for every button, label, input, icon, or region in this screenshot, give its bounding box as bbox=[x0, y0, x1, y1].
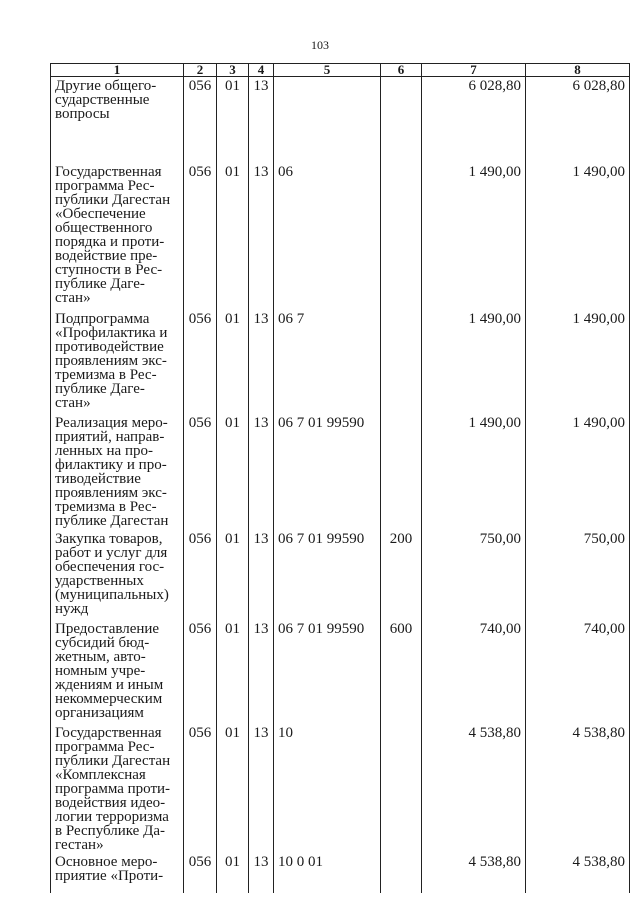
name-line: тремизма в Рес- bbox=[55, 366, 157, 383]
row-name bbox=[51, 310, 184, 414]
name-line: субсидий бюд- bbox=[55, 634, 150, 651]
cell-ministry: 056 bbox=[184, 724, 217, 853]
table-row bbox=[51, 620, 630, 724]
name-line: (муниципальных) bbox=[55, 586, 169, 603]
name-line: некоммерческим bbox=[55, 690, 163, 707]
cell-amount-8: 1 490,00 bbox=[526, 163, 630, 310]
name-line: Государственная bbox=[55, 163, 162, 180]
cell-target-article: 06 7 01 99590 bbox=[274, 530, 381, 620]
name-line: Основное меро- bbox=[55, 853, 158, 870]
header-col-2: 2 bbox=[184, 64, 217, 77]
row-name bbox=[51, 414, 184, 530]
cell-expense-type bbox=[381, 853, 422, 893]
name-line: организациям bbox=[55, 704, 144, 721]
name-line: Реализация меро- bbox=[55, 414, 168, 431]
name-line: программа Рес- bbox=[55, 738, 155, 755]
cell-amount-8: 740,00 bbox=[526, 620, 630, 724]
name-line: публики Дагестан bbox=[55, 191, 171, 208]
name-line: стан» bbox=[55, 289, 91, 306]
row-name bbox=[51, 620, 184, 724]
cell-ministry: 056 bbox=[184, 620, 217, 724]
cell-subsection: 13 bbox=[249, 414, 274, 530]
name-line: публике Даге- bbox=[55, 380, 145, 397]
page-number: 103 bbox=[311, 38, 329, 52]
cell-subsection: 13 bbox=[249, 853, 274, 893]
name-line: «Обеспечение bbox=[55, 205, 146, 222]
cell-amount-8: 4 538,80 bbox=[526, 724, 630, 853]
name-line: гестан» bbox=[55, 836, 104, 853]
budget-table bbox=[50, 63, 630, 893]
cell-subsection: 13 bbox=[249, 77, 274, 163]
row-name bbox=[51, 853, 184, 893]
cell-target-article: 06 7 01 99590 bbox=[274, 620, 381, 724]
cell-subsection: 13 bbox=[249, 310, 274, 414]
name-line: обеспечения гос- bbox=[55, 558, 165, 575]
cell-section: 01 bbox=[217, 853, 249, 893]
cell-amount-7: 1 490,00 bbox=[422, 310, 526, 414]
table-row bbox=[51, 414, 630, 530]
cell-section: 01 bbox=[217, 724, 249, 853]
name-line: ждениям и иным bbox=[55, 676, 164, 693]
name-line: нужд bbox=[55, 600, 89, 617]
cell-amount-7: 6 028,80 bbox=[422, 77, 526, 163]
name-line: стан» bbox=[55, 394, 91, 411]
name-line: программа Рес- bbox=[55, 177, 155, 194]
name-line: тиводействие bbox=[55, 470, 141, 487]
name-line: Другие общего- bbox=[55, 78, 157, 94]
name-line: противодействие bbox=[55, 338, 164, 355]
row-name bbox=[51, 163, 184, 310]
name-line: Государственная bbox=[55, 724, 162, 741]
name-line: «Профилактика и bbox=[55, 324, 168, 341]
cell-expense-type bbox=[381, 77, 422, 163]
cell-target-article: 10 0 01 bbox=[274, 853, 381, 893]
cell-amount-8: 6 028,80 bbox=[526, 77, 630, 163]
cell-target-article: 06 bbox=[274, 163, 381, 310]
name-line: приятие «Проти- bbox=[55, 867, 164, 884]
name-line: порядка и проти- bbox=[55, 233, 165, 250]
cell-target-article: 10 bbox=[274, 724, 381, 853]
cell-ministry: 056 bbox=[184, 853, 217, 893]
name-line: ударственных bbox=[55, 572, 144, 589]
row-name bbox=[51, 77, 184, 163]
name-line: в Республике Да- bbox=[55, 822, 165, 839]
header-col-4: 4 bbox=[249, 64, 274, 77]
cell-subsection: 13 bbox=[249, 163, 274, 310]
table-row bbox=[51, 77, 630, 163]
name-line: общественного bbox=[55, 219, 153, 236]
cell-target-article: 06 7 bbox=[274, 310, 381, 414]
cell-expense-type bbox=[381, 310, 422, 414]
table-row bbox=[51, 530, 630, 620]
cell-section: 01 bbox=[217, 620, 249, 724]
name-line: тремизма в Рес- bbox=[55, 498, 157, 515]
cell-amount-7: 750,00 bbox=[422, 530, 526, 620]
cell-amount-8: 1 490,00 bbox=[526, 414, 630, 530]
cell-section: 01 bbox=[217, 414, 249, 530]
table-row bbox=[51, 163, 630, 310]
cell-amount-7: 1 490,00 bbox=[422, 414, 526, 530]
name-line: проявлениям экс- bbox=[55, 352, 167, 369]
name-line: программа проти- bbox=[55, 780, 171, 797]
name-line: проявлениям экс- bbox=[55, 484, 167, 501]
cell-amount-7: 4 538,80 bbox=[422, 724, 526, 853]
name-line: сударственные bbox=[55, 92, 150, 108]
cell-amount-7: 1 490,00 bbox=[422, 163, 526, 310]
cell-expense-type bbox=[381, 163, 422, 310]
name-line: номным учре- bbox=[55, 662, 146, 679]
cell-subsection: 13 bbox=[249, 530, 274, 620]
cell-expense-type: 200 bbox=[381, 530, 422, 620]
header-col-7: 7 bbox=[422, 64, 526, 77]
name-line: Подпрограмма bbox=[55, 310, 150, 327]
name-line: публике Дагестан bbox=[55, 512, 169, 529]
cell-section: 01 bbox=[217, 530, 249, 620]
cell-expense-type bbox=[381, 724, 422, 853]
cell-subsection: 13 bbox=[249, 724, 274, 853]
name-line: водействия идео- bbox=[55, 794, 166, 811]
name-line: логии терроризма bbox=[55, 808, 169, 825]
cell-target-article bbox=[274, 77, 381, 163]
cell-amount-8: 750,00 bbox=[526, 530, 630, 620]
table-row bbox=[51, 853, 630, 893]
name-line: «Комплексная bbox=[55, 766, 146, 783]
name-line: жетным, авто- bbox=[55, 648, 146, 665]
header-col-3: 3 bbox=[217, 64, 249, 77]
cell-subsection: 13 bbox=[249, 620, 274, 724]
cell-amount-7: 4 538,80 bbox=[422, 853, 526, 893]
cell-ministry: 056 bbox=[184, 530, 217, 620]
table-header-row bbox=[51, 64, 630, 77]
name-line: водействие пре- bbox=[55, 247, 158, 264]
name-line: приятий, направ- bbox=[55, 428, 165, 445]
cell-expense-type bbox=[381, 414, 422, 530]
name-line: работ и услуг для bbox=[55, 544, 168, 561]
row-name bbox=[51, 530, 184, 620]
header-col-5: 5 bbox=[274, 64, 381, 77]
table-row bbox=[51, 724, 630, 853]
cell-section: 01 bbox=[217, 163, 249, 310]
header-col-8: 8 bbox=[526, 64, 630, 77]
name-line: Предоставление bbox=[55, 620, 160, 637]
name-line: публике Даге- bbox=[55, 275, 145, 292]
row-name bbox=[51, 724, 184, 853]
name-line: ступности в Рес- bbox=[55, 261, 163, 278]
cell-expense-type: 600 bbox=[381, 620, 422, 724]
cell-ministry: 056 bbox=[184, 310, 217, 414]
name-line: филактику и про- bbox=[55, 456, 167, 473]
cell-target-article: 06 7 01 99590 bbox=[274, 414, 381, 530]
cell-amount-8: 1 490,00 bbox=[526, 310, 630, 414]
cell-section: 01 bbox=[217, 310, 249, 414]
name-line: ленных на про- bbox=[55, 442, 153, 459]
cell-section: 01 bbox=[217, 77, 249, 163]
cell-ministry: 056 bbox=[184, 414, 217, 530]
name-line: публики Дагестан bbox=[55, 752, 171, 769]
cell-ministry: 056 bbox=[184, 163, 217, 310]
name-line: Закупка товаров, bbox=[55, 530, 163, 547]
cell-ministry: 056 bbox=[184, 77, 217, 163]
name-line: вопросы bbox=[55, 106, 110, 122]
cell-amount-8: 4 538,80 bbox=[526, 853, 630, 893]
header-col-6: 6 bbox=[381, 64, 422, 77]
table-row bbox=[51, 310, 630, 414]
header-col-1: 1 bbox=[51, 64, 184, 77]
cell-amount-7: 740,00 bbox=[422, 620, 526, 724]
